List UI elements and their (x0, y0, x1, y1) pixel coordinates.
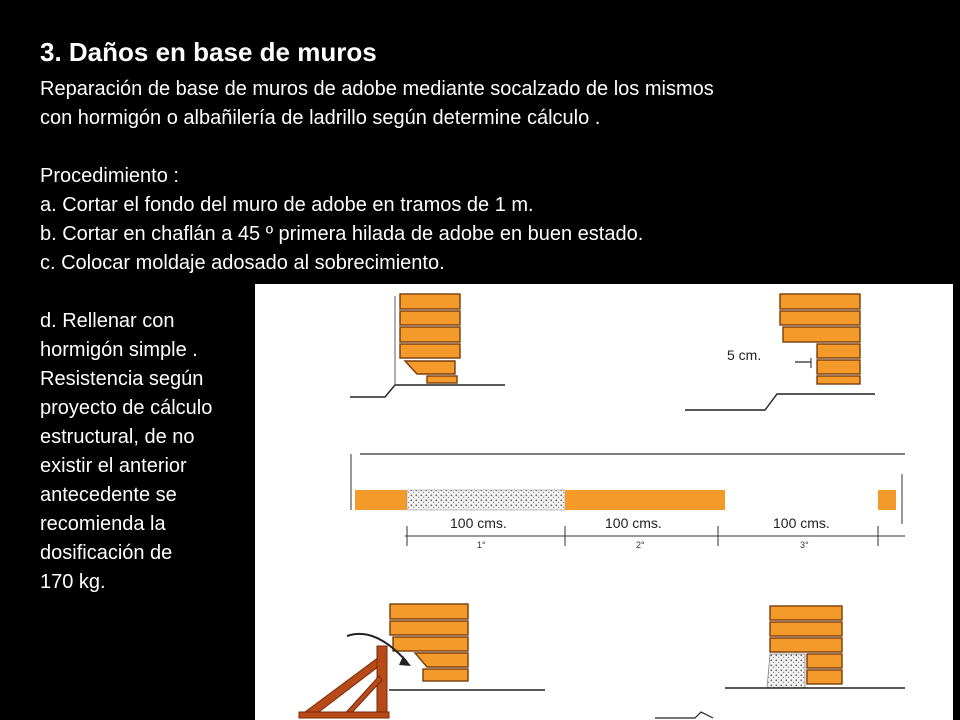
step-d-line: Resistencia según (40, 368, 204, 390)
wall-detail-cut (400, 294, 460, 383)
segment-ordinal-3: 3° (800, 540, 809, 550)
step-d-line: estructural, de no (40, 426, 195, 448)
ground-line-1 (350, 385, 505, 397)
plan-segment-concrete (407, 490, 565, 510)
step-d-line: existir el anterior (40, 455, 187, 477)
diagram-panel (255, 284, 953, 720)
formwork (299, 646, 389, 718)
slide-title: 3. Daños en base de muros (40, 37, 377, 67)
plan-segment-adobe-right (878, 490, 896, 510)
intro-line-2: con hormigón o albañilería de ladrillo según determine cálculo . (40, 107, 601, 129)
step-d-line: d. Rellenar con (40, 310, 175, 332)
label-5cm: 5 cm. (727, 347, 762, 363)
intro-line-1: Reparación de base de muros de adobe mediante socalzado de los mismos (40, 78, 714, 100)
step-d-line: 170 kg. (40, 571, 106, 593)
segment-ordinal-2: 2° (636, 540, 645, 550)
underpinning-diagram (255, 284, 953, 720)
wall-detail-5cm (780, 294, 860, 384)
step-d-text (40, 307, 212, 597)
step-d-line: antecedente se (40, 484, 177, 506)
ground-line-2 (685, 394, 875, 410)
step-c: c. Colocar moldaje adosado al sobrecimiento. (40, 252, 445, 274)
step-d-line: dosificación de (40, 542, 173, 564)
segment-ordinal-1: 1° (477, 540, 486, 550)
plan-segment-adobe-middle (565, 490, 725, 510)
plan-segment-adobe-left (355, 490, 407, 510)
segment-label-2: 100 cms. (605, 515, 662, 531)
step-b: b. Cortar en chaflán a 45 º primera hilada de adobe en buen estado. (40, 223, 644, 245)
step-d-line: proyecto de cálculo (40, 397, 213, 419)
segment-label-1: 100 cms. (450, 515, 507, 531)
step-d-line: hormigón simple . (40, 339, 198, 361)
concrete-fill (767, 654, 805, 688)
step-d-line: recomienda la (40, 513, 166, 535)
step-a: a. Cortar el fondo del muro de adobe en tramos de 1 m. (40, 194, 534, 216)
procedure-heading: Procedimiento : (40, 165, 179, 187)
wall-detail-chamfer (390, 604, 468, 681)
segment-label-3: 100 cms. (773, 515, 830, 531)
